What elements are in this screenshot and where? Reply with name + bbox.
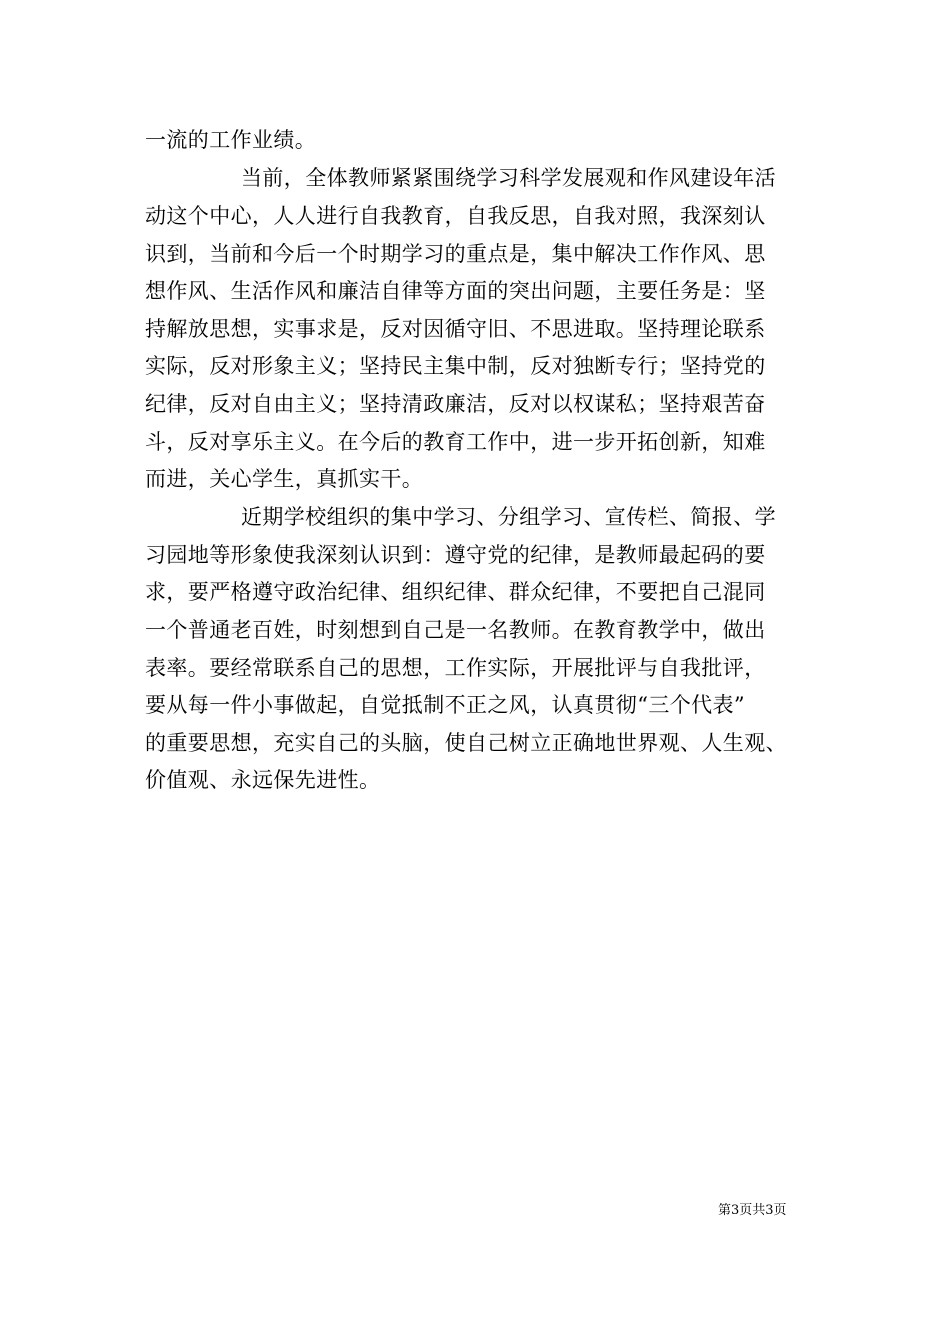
text-line-1: 一流的工作业绩。 <box>145 128 317 152</box>
text-line-6: 持解放思想，实事求是，反对因循守旧、不思进取。坚持理论联系 <box>145 317 766 341</box>
text-line-7: 实际，反对形象主义；坚持民主集中制，反对独断专行；坚持党的 <box>145 354 766 378</box>
text-line-8: 纪律，反对自由主义；坚持清政廉洁，反对以权谋私；坚持艰苦奋 <box>145 392 766 416</box>
text-line-13: 求，要严格遵守政治纪律、组织纪律、群众纪律，不要把自己混同 <box>145 580 766 604</box>
text-line-17: 的重要思想，充实自己的头脑，使自己树立正确地世界观、人生观、 <box>145 731 787 755</box>
text-line-14: 一个普通老百姓，时刻想到自己是一名教师。在教育教学中，做出 <box>145 618 766 642</box>
text-line-3: 动这个中心，人人进行自我教育，自我反思，自我对照，我深刻认 <box>145 204 766 228</box>
text-line-12: 习园地等形象使我深刻认识到：遵守党的纪律，是教师最起码的要 <box>145 543 766 567</box>
text-line-9: 斗，反对享乐主义。在今后的教育工作中，进一步开拓创新，知难 <box>145 430 766 454</box>
text-line-2: 当前，全体教师紧紧围绕学习科学发展观和作风建设年活 <box>241 166 776 190</box>
text-line-5: 想作风、生活作风和廉洁自律等方面的突出问题，主要任务是：坚 <box>145 279 766 303</box>
text-line-15: 表率。要经常联系自己的思想，工作实际，开展批评与自我批评， <box>145 656 766 680</box>
text-line-11: 近期学校组织的集中学习、分组学习、宣传栏、简报、学 <box>241 505 776 529</box>
page-footer: 第3页共3页 <box>718 1203 787 1218</box>
text-line-4: 识到，当前和今后一个时期学习的重点是，集中解决工作作风、思 <box>145 242 766 266</box>
text-line-16: 要从每一件小事做起，自觉抵制不正之风，认真贯彻“三个代表” <box>145 693 746 717</box>
text-line-10: 而进，关心学生，真抓实干。 <box>145 467 424 491</box>
text-line-18: 价值观、永远保先进性。 <box>145 768 381 792</box>
